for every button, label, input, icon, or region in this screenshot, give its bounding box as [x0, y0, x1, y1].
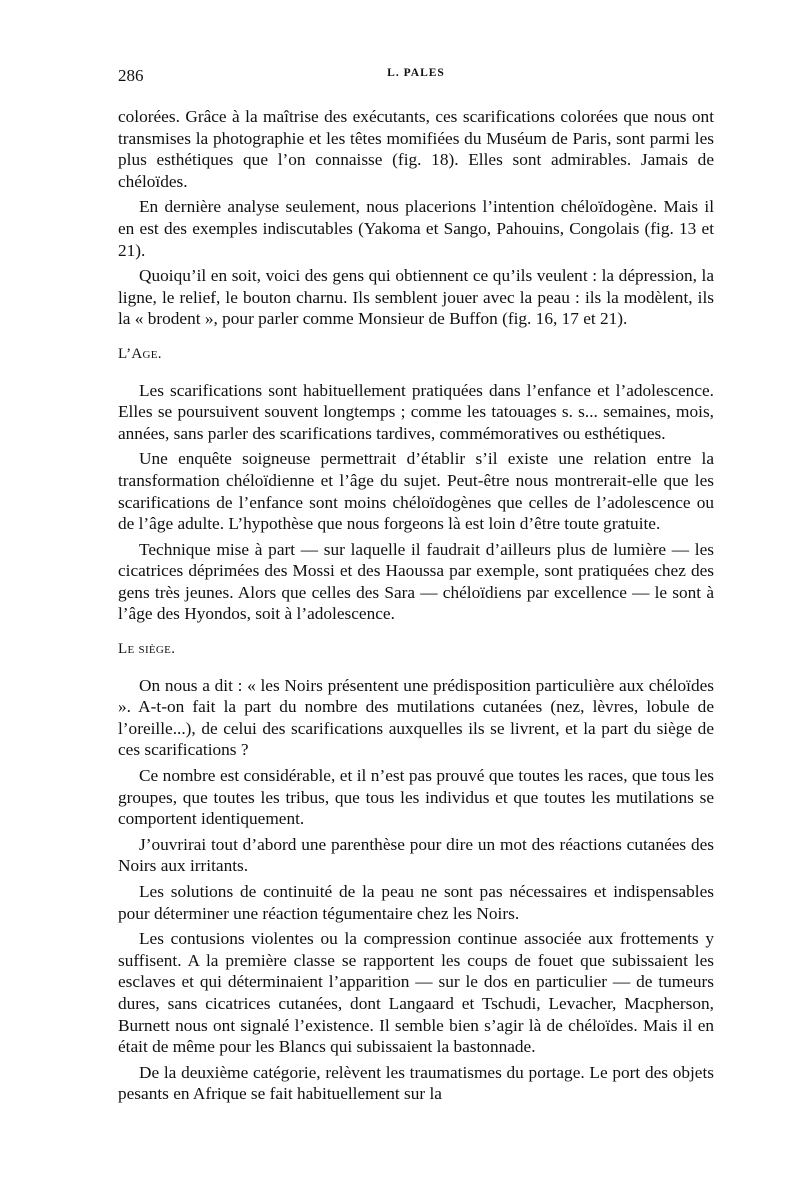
- paragraph: On nous a dit : « les Noirs présentent une prédisposition particulière aux chéloïdes ». A-t-on fait la part du nombre des mutilations cutanées (nez, lèvres, lobule de l’oreille...), de celui des scarifications auxquelles ils se livrent, et la part du siège de ces scarifications ?: [118, 675, 714, 760]
- paragraph: J’ouvrirai tout d’abord une parenthèse pour dire un mot des réactions cutanées des Noirs aux irritants.: [118, 834, 714, 876]
- paragraph: Quoiqu’il en soit, voici des gens qui obtiennent ce qu’ils veulent : la dépression, la ligne, le relief, le bouton charnu. Ils semblent jouer avec la peau : ils la modèlent, ils la « brodent », pour parler comme Monsieur de Buffon (fig. 16, 17 et 21).: [118, 266, 714, 329]
- body-text: [118, 106, 714, 1105]
- running-head: L. PALES: [387, 67, 445, 79]
- paragraph: Une enquête soigneuse permettrait d’établir s’il existe une relation entre la transformation chéloïdienne et l’âge du sujet. Peut-être nous montrerait-elle que les scarifications de l’enfance sont moins chéloïdogènes que celles de l’adolescence ou de l’âge adulte. L’hypothèse que nous forgeons là est loin d’être toute gratuite.: [118, 449, 714, 534]
- paragraph: De la deuxième catégorie, relèvent les traumatismes du portage. Le port des objets pesants en Afrique se fait habituellement sur la: [118, 1062, 714, 1104]
- page: [118, 66, 714, 1109]
- paragraph: Les contusions violentes ou la compression continue associée aux frottements y suffisent. A la première classe se rapportent les coups de fouet que subissaient les esclaves et qui déterminaient l’apparition — sur le dos en particulier — de tumeurs dures, sans cicatrices cutanées, dont Langaard et Tschudi, Levacher, Macpherson, Burnett nous ont signalé l’existence. Il semble bien s’agir là de chéloïdes. Mais il en était de même pour les Blancs qui subissaient la bastonnade.: [118, 929, 714, 1057]
- paragraph: Technique mise à part — sur laquelle il faudrait d’ailleurs plus de lumière — les cicatrices déprimées des Mossi et des Haoussa par exemple, sont pratiquées chez des gens très jeunes. Alors que celles des Sara — chéloïdiens par excellence — le sont à l’âge des Hyondos, soit à l’adolescence.: [118, 539, 714, 624]
- section-heading-age: L’Age.: [118, 345, 162, 362]
- page-header: [118, 66, 714, 86]
- page-number: 286: [118, 66, 144, 85]
- paragraph: colorées. Grâce à la maîtrise des exécutants, ces scarifications colorées que nous ont transmises la photographie et les têtes momifiées du Muséum de Paris, sont parmi les plus esthétiques que l’on connaisse (fig. 18). Elles sont admirables. Jamais de chéloïdes.: [118, 107, 714, 191]
- paragraph: Les solutions de continuité de la peau ne sont pas nécessaires et indispensables pour déterminer une réaction tégumentaire chez les Noirs.: [118, 882, 714, 923]
- section-heading-siege: Le siège.: [118, 641, 176, 658]
- paragraph: Ce nombre est considérable, et il n’est pas prouvé que toutes les races, que tous les groupes, que toutes les tribus, que tous les individus et que toutes les mutilations se comportent identiquement.: [118, 766, 714, 829]
- paragraph: Les scarifications sont habituellement pratiquées dans l’enfance et l’adolescence. Elles se poursuivent souvent longtemps ; comme les tatouages s. s... semaines, mois, années, sans parler des scarifications tardives, commémoratives ou esthétiques.: [118, 380, 714, 443]
- paragraph: En dernière analyse seulement, nous placerions l’intention chéloïdogène. Mais il en est des exemples indiscutables (Yakoma et Sango, Pahouins, Congolais (fig. 13 et 21).: [118, 197, 714, 260]
